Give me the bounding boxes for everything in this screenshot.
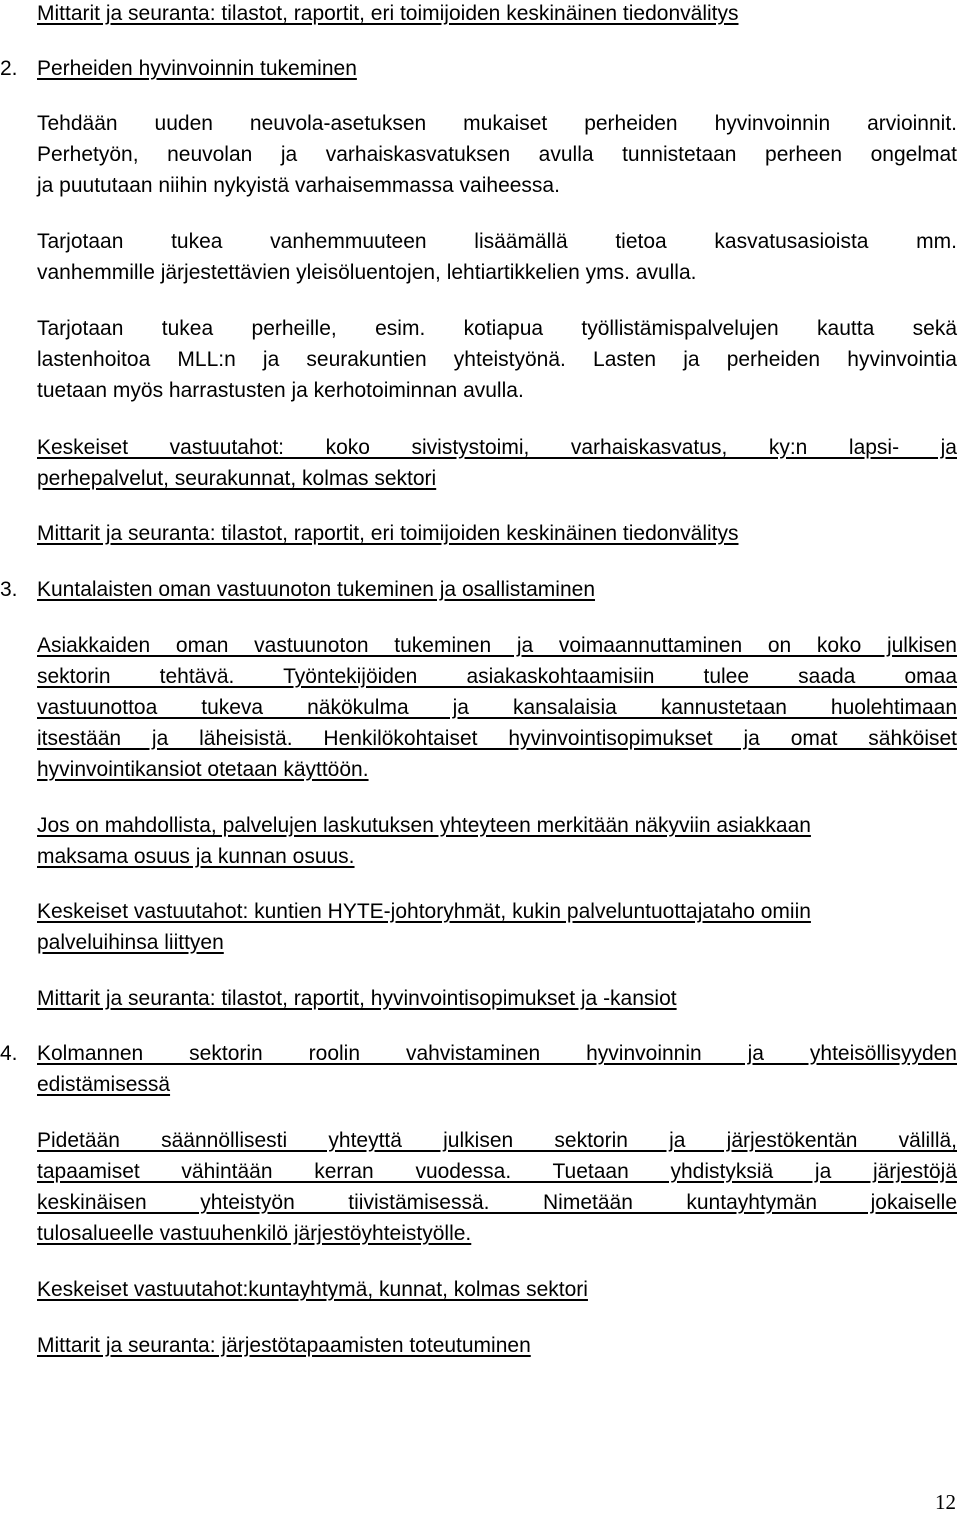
text-line: Kolmannen sektorin roolin vahvistaminen hyvinvoinnin ja yhteisöllisyyden <box>37 1042 957 1065</box>
section2-title: Perheiden hyvinvoinnin tukeminen <box>37 57 357 80</box>
section3-number: 3. <box>0 578 18 601</box>
text-line: Tarjotaan tukea vanhemmuuteen lisäämällä tietoa kasvatusasioista mm. <box>37 230 957 253</box>
section3-title: Kuntalaisten oman vastuunoton tukeminen ja osallistaminen <box>37 578 596 601</box>
section2-paragraph-3 <box>37 313 957 406</box>
text-line: tuetaan myös harrastusten ja kerhotoiminnan avulla. <box>37 379 524 402</box>
text-line: maksama osuus ja kunnan osuus. <box>37 845 355 868</box>
section1-metrics: Mittarit ja seuranta: tilastot, raportit, eri toimijoiden keskinäinen tiedonvälitys <box>37 2 739 25</box>
text-line: tapaamiset vähintään kerran vuodessa. Tuetaan yhdistyksiä ja järjestöjä <box>37 1160 957 1183</box>
text-line: ja puututaan niihin nykyistä varhaisemmassa vaiheessa. <box>37 174 560 197</box>
text-line: Tarjotaan tukea perheille, esim. kotiapua työllistämispalvelujen kautta sekä <box>37 317 957 340</box>
text-line: hyvinvointikansiot otetaan käyttöön. <box>37 758 369 781</box>
text-line: edistämisessä <box>37 1073 171 1096</box>
section3-paragraph-1 <box>37 630 957 785</box>
text-line: Keskeiset vastuutahot: kuntien HYTE-johtoryhmät, kukin palveluntuottajataho omiin <box>37 900 811 923</box>
section2-metrics: Mittarit ja seuranta: tilastot, raportit, eri toimijoiden keskinäinen tiedonvälitys <box>37 522 739 545</box>
text-line: sektorin tehtävä. Työntekijöiden asiakaskohtaamisiin tulee saada omaa <box>37 665 957 688</box>
section2-responsible <box>37 432 957 494</box>
section3-metrics: Mittarit ja seuranta: tilastot, raportit, hyvinvointisopimukset ja -kansiot <box>37 987 677 1010</box>
text-line: Jos on mahdollista, palvelujen laskutuksen yhteyteen merkitään näkyviin asiakkaan <box>37 814 811 837</box>
text-line: palveluihinsa liittyen <box>37 931 224 954</box>
text-line: keskinäisen yhteistyön tiivistämisessä. Nimetään kuntayhtymän jokaiselle <box>37 1191 957 1214</box>
text-line: Perhetyön, neuvolan ja varhaiskasvatuksen avulla tunnistetaan perheen ongelmat <box>37 143 957 166</box>
section3-paragraph-2 <box>37 810 957 872</box>
section3-heading <box>0 574 957 605</box>
section4-number: 4. <box>0 1042 18 1065</box>
text-line: lastenhoitoa MLL:n ja seurakuntien yhteistyönä. Lasten ja perheiden hyvinvointia <box>37 348 957 371</box>
text-line: Tehdään uuden neuvola-asetuksen mukaiset perheiden hyvinvoinnin arvioinnit. <box>37 112 957 135</box>
section2-number: 2. <box>0 57 18 80</box>
text-line: Asiakkaiden oman vastuunoton tukeminen ja voimaannuttaminen on koko julkisen <box>37 634 957 657</box>
page-number: 12 <box>935 1490 956 1514</box>
section2-heading <box>0 53 957 84</box>
text-line: Pidetään säännöllisesti yhteyttä julkisen sektorin ja järjestökentän välillä, <box>37 1129 957 1152</box>
text-line: itsestään ja läheisistä. Henkilökohtaiset hyvinvointisopimukset ja omat sähköiset <box>37 727 957 750</box>
section4-responsible: Keskeiset vastuutahot:kuntayhtymä, kunnat, kolmas sektori <box>37 1278 588 1301</box>
section4-title <box>37 1038 957 1100</box>
section3-responsible <box>37 896 957 958</box>
section4-metrics: Mittarit ja seuranta: järjestötapaamisten toteutuminen <box>37 1334 531 1357</box>
section4-paragraph-1 <box>37 1125 957 1249</box>
text-line: vastuunottoa tukeva näkökulma ja kansalaisia kannustetaan huolehtimaan <box>37 696 957 719</box>
section4-heading <box>0 1038 957 1100</box>
text-line: vanhemmille järjestettävien yleisöluentojen, lehtiartikkelien yms. avulla. <box>37 261 697 284</box>
text-line: tulosalueelle vastuuhenkilö järjestöyhteistyölle. <box>37 1222 472 1245</box>
section2-paragraph-1 <box>37 108 957 201</box>
text-line: Keskeiset vastuutahot: koko sivistystoimi, varhaiskasvatus, ky:n lapsi- ja <box>37 436 957 459</box>
text-line: perhepalvelut, seurakunnat, kolmas sektori <box>37 467 437 490</box>
section2-paragraph-2 <box>37 226 957 288</box>
